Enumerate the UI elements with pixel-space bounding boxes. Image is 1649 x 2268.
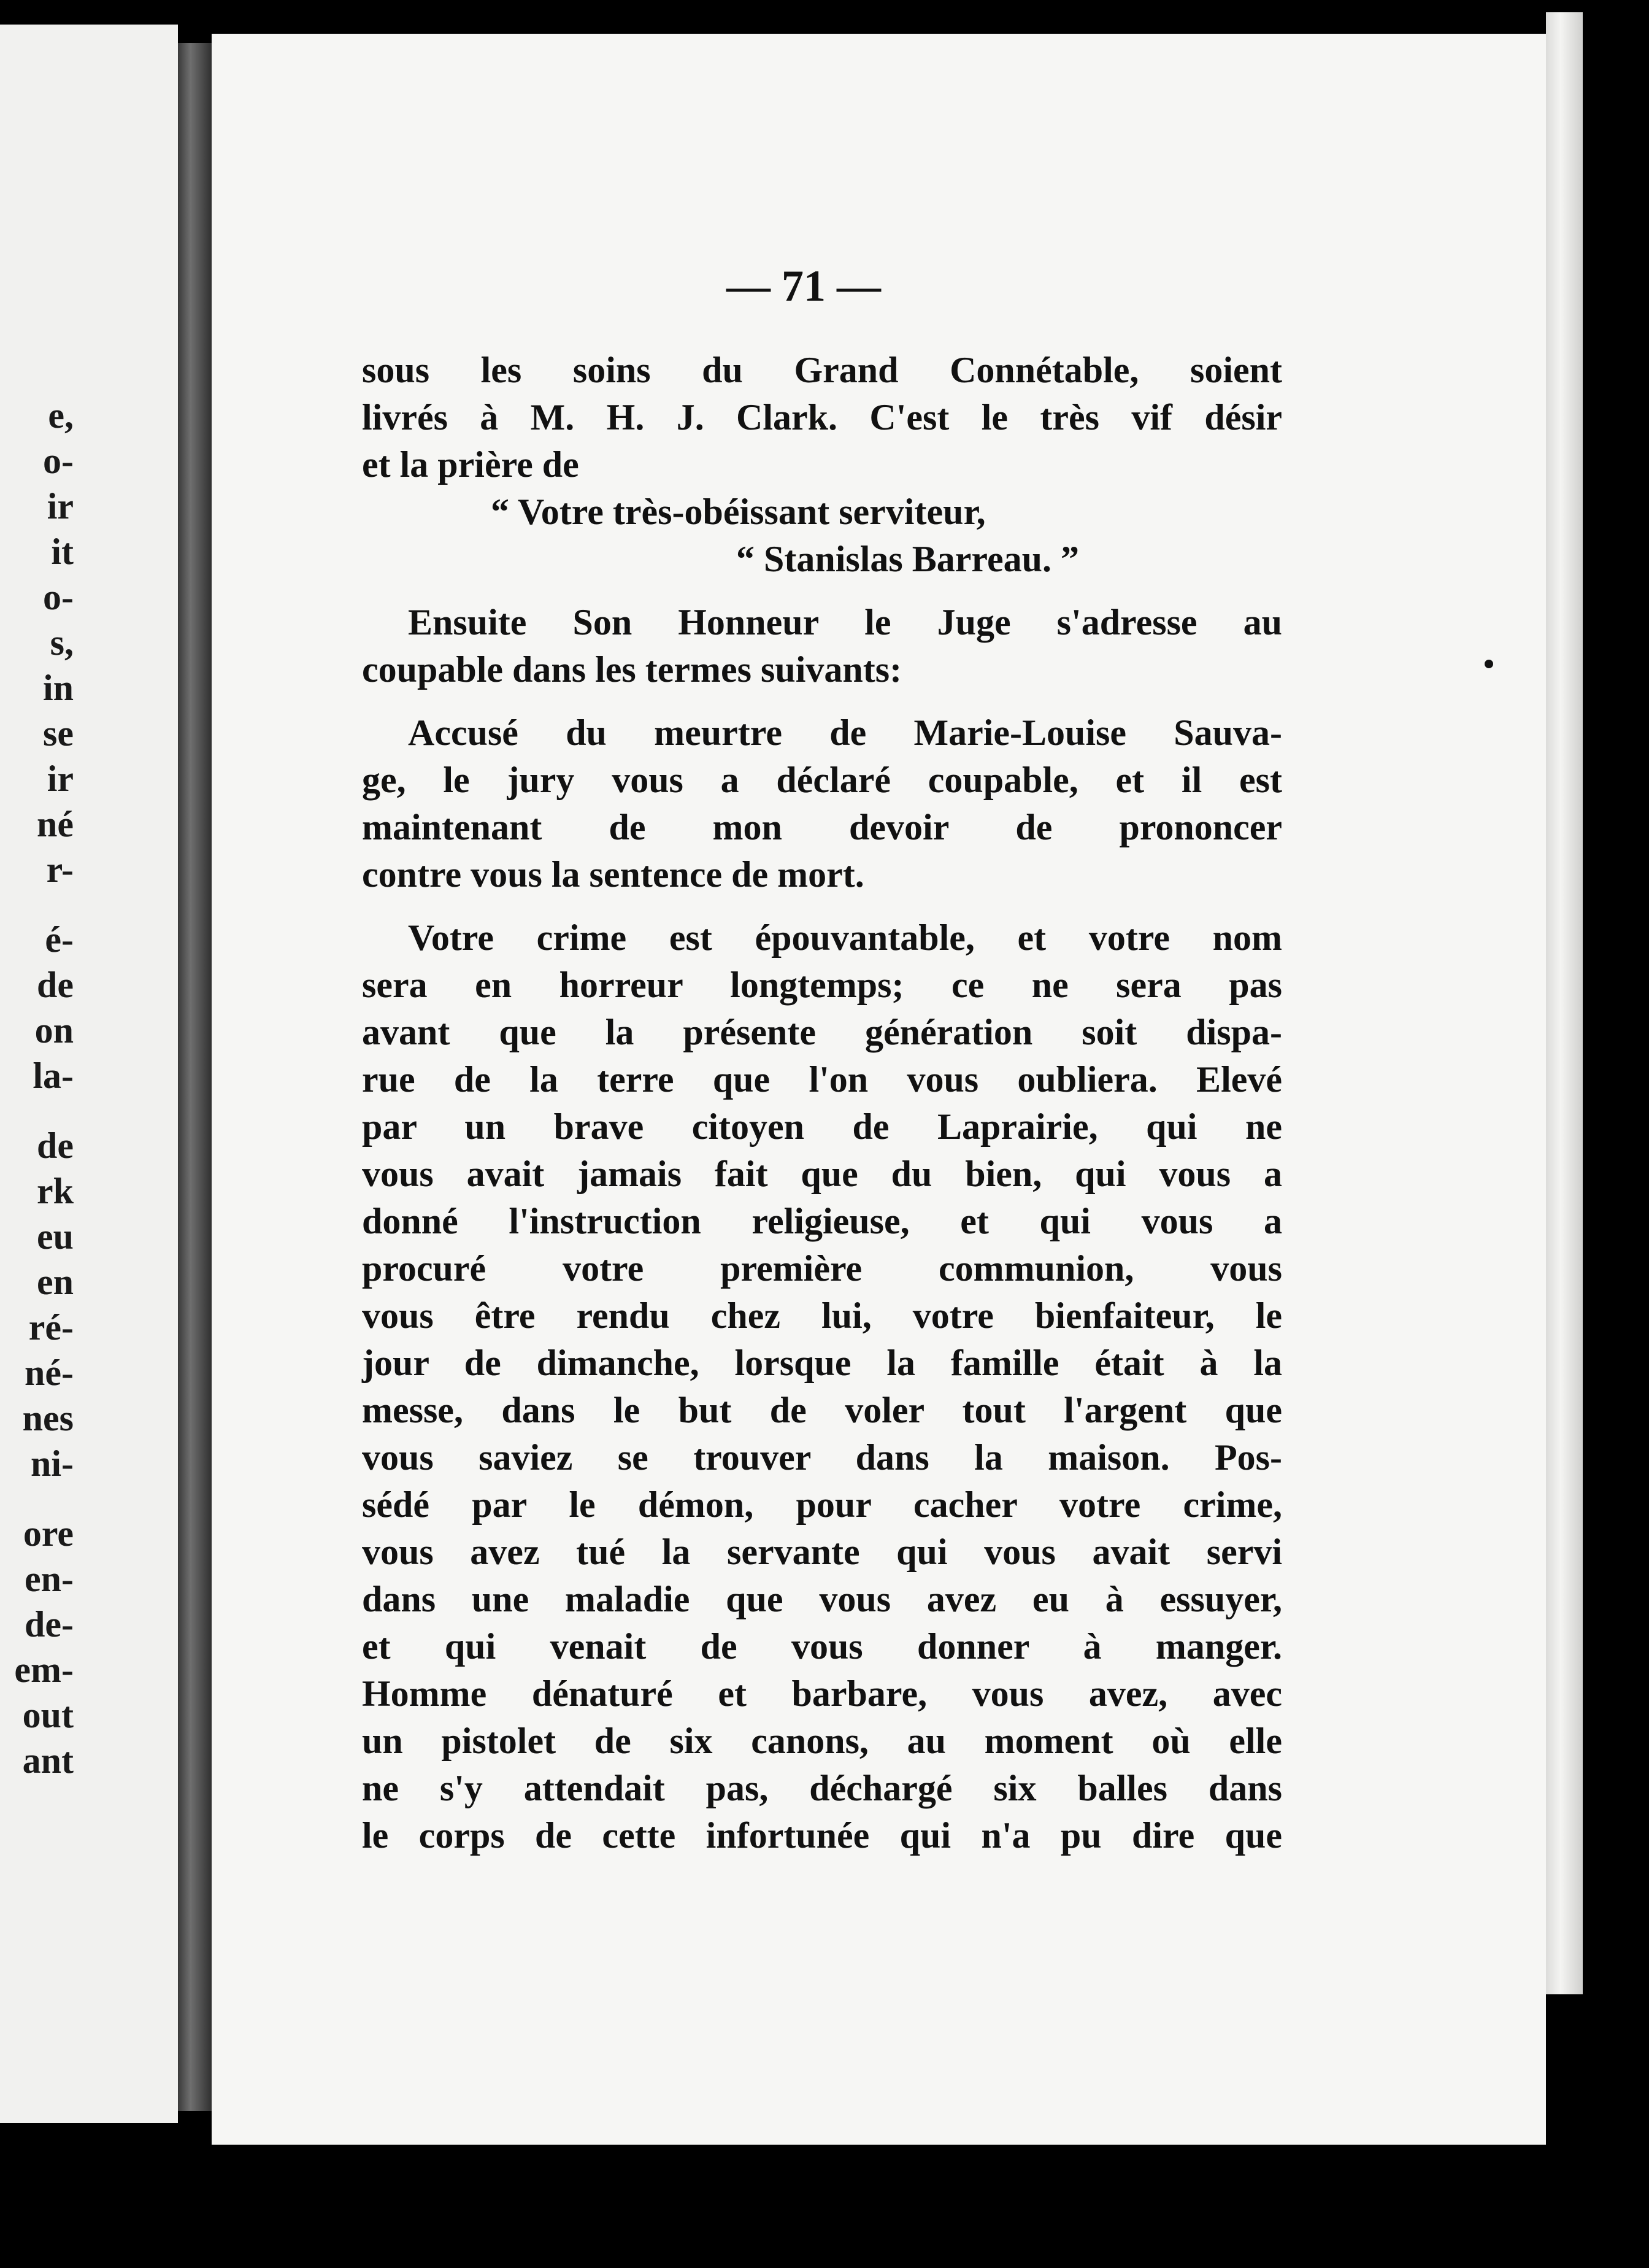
text-line: et la prière de: [362, 444, 579, 485]
paragraph-gap: [362, 693, 1282, 709]
text-line: coupable dans les termes suivants:: [362, 649, 902, 690]
left-fragment-line: ni-: [30, 1443, 74, 1484]
left-fragment-line: se: [43, 713, 74, 754]
text-line: un pistolet de six canons, au moment où elle: [362, 1721, 1282, 1761]
text-line: “ Votre très-obéissant serviteur,: [491, 492, 986, 532]
text-line: dans une maladie que vous avez eu à essuyer,: [362, 1579, 1282, 1619]
left-fragment-line: [0, 1098, 74, 1123]
left-fragment-line: [0, 1486, 74, 1511]
left-page-fragment: [0, 25, 178, 2123]
text-line: Votre crime est épouvantable, et votre nom: [408, 917, 1282, 958]
page-body-text: [362, 347, 1282, 1859]
left-fragment-line: [0, 892, 74, 917]
left-fragment-line: eu: [37, 1216, 74, 1257]
text-line: maintenant de mon devoir de prononcer: [362, 807, 1282, 847]
text-line: contre vous la sentence de mort.: [362, 854, 864, 895]
left-fragment-line: né: [37, 804, 74, 844]
text-line: et qui venait de vous donner à manger.: [362, 1626, 1282, 1667]
page-number: — 71 —: [726, 261, 881, 310]
text-line: rue de la terre que l'on vous oubliera. Elevé: [362, 1059, 1282, 1100]
left-fragment-line: o-: [43, 441, 74, 481]
left-fragment-line: ant: [22, 1740, 74, 1781]
left-fragment-line: en-: [25, 1559, 74, 1599]
page-edge: [1546, 12, 1583, 1994]
left-fragment-line: out: [22, 1695, 74, 1735]
text-line: sera en horreur longtemps; ce ne sera pas: [362, 965, 1282, 1005]
left-fragment-line: on: [34, 1010, 74, 1051]
left-fragment-line: s,: [50, 622, 74, 663]
text-line: vous saviez se trouver dans la maison. Pos-: [362, 1437, 1282, 1478]
left-fragment-line: ré-: [28, 1307, 74, 1348]
left-fragment-line: en: [37, 1262, 74, 1302]
paragraph-gap: [362, 898, 1282, 914]
left-fragment-line: rk: [37, 1171, 74, 1211]
left-fragment-line: r-: [46, 849, 74, 890]
left-fragment-line: ir: [47, 758, 74, 799]
book-gutter: [178, 43, 213, 2111]
left-page-text-fragments: [0, 393, 74, 1783]
text-line: sédé par le démon, pour cacher votre crime,: [362, 1484, 1282, 1525]
text-line: Homme dénaturé et barbare, vous avez, avec: [362, 1673, 1282, 1714]
left-fragment-line: it: [51, 531, 74, 572]
left-fragment-line: né-: [25, 1352, 74, 1393]
text-line: procuré votre première communion, vous: [362, 1248, 1282, 1289]
text-line: livrés à M. H. J. Clark. C'est le très vif désir: [362, 397, 1282, 438]
left-fragment-line: ore: [23, 1513, 74, 1554]
text-line: Accusé du meurtre de Marie-Louise Sauva-: [408, 712, 1282, 753]
left-fragment-line: em-: [14, 1649, 74, 1690]
ink-speck: [1485, 660, 1493, 668]
left-fragment-line: la-: [33, 1055, 74, 1096]
text-line: le corps de cette infortunée qui n'a pu dire que: [362, 1815, 1282, 1856]
left-fragment-line: é-: [45, 919, 74, 960]
left-fragment-line: o-: [43, 577, 74, 617]
left-fragment-line: de-: [25, 1604, 74, 1645]
text-line: Ensuite Son Honneur le Juge s'adresse au: [408, 602, 1282, 642]
text-line: ge, le jury vous a déclaré coupable, et il est: [362, 760, 1282, 800]
left-fragment-line: ir: [47, 486, 74, 526]
left-fragment-line: de: [37, 1125, 74, 1166]
text-line: jour de dimanche, lorsque la famille était à la: [362, 1343, 1282, 1383]
left-fragment-line: in: [42, 668, 74, 708]
text-line: avant que la présente génération soit dispa-: [362, 1012, 1282, 1052]
text-line: “ Stanislas Barreau. ”: [736, 539, 1079, 579]
text-line: messe, dans le but de voler tout l'argent que: [362, 1390, 1282, 1430]
text-line: vous être rendu chez lui, votre bienfaiteur, le: [362, 1295, 1282, 1336]
left-fragment-line: nes: [22, 1398, 74, 1438]
left-fragment-line: e,: [48, 395, 74, 436]
text-line: vous avait jamais fait que du bien, qui vous a: [362, 1154, 1282, 1194]
text-line: sous les soins du Grand Connétable, soient: [362, 350, 1282, 390]
text-line: vous avez tué la servante qui vous avait servi: [362, 1532, 1282, 1572]
text-line: ne s'y attendait pas, déchargé six balles dans: [362, 1768, 1282, 1808]
left-fragment-line: de: [37, 965, 74, 1005]
text-line: donné l'instruction religieuse, et qui vous a: [362, 1201, 1282, 1241]
text-line: par un brave citoyen de Laprairie, qui ne: [362, 1106, 1282, 1147]
paragraph-gap: [362, 583, 1282, 599]
